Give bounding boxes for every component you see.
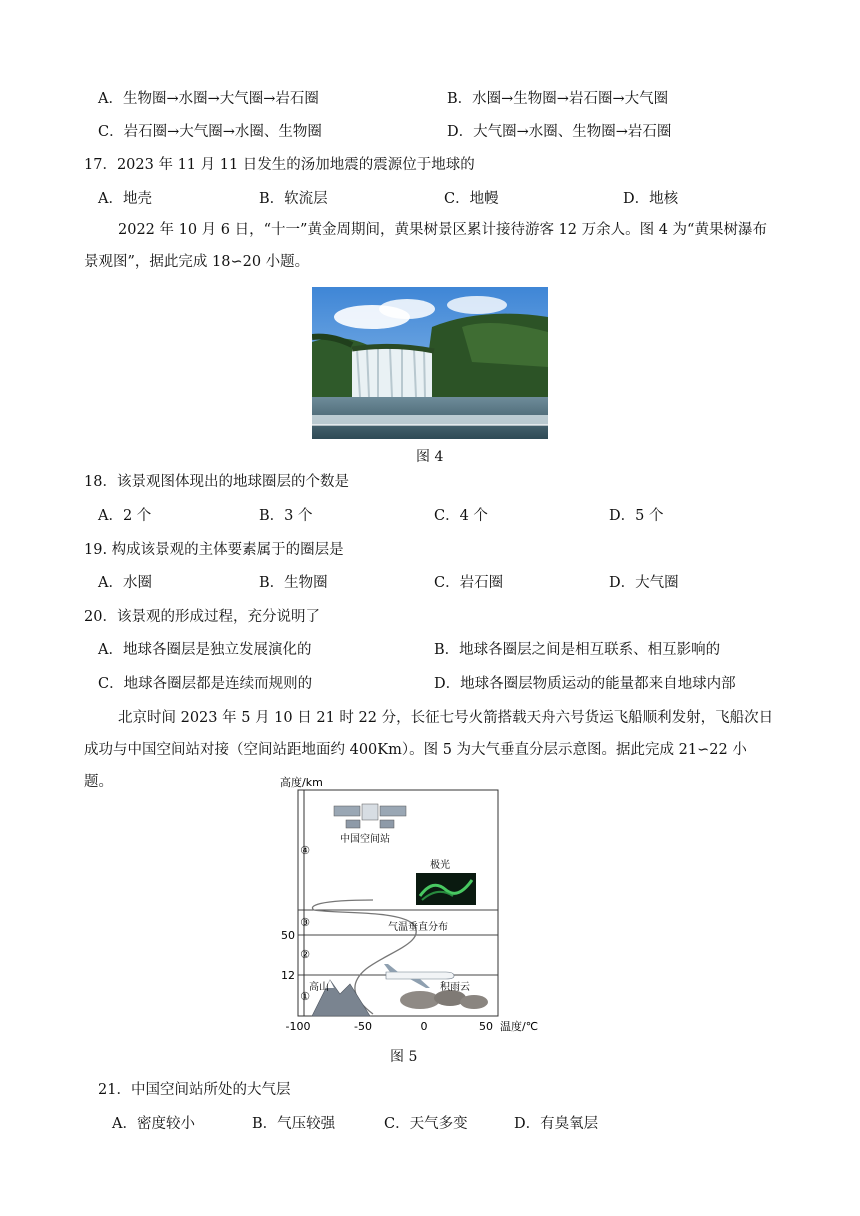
x-tick-minus-100: -100 [285,1020,311,1033]
q19-option-d: D．大气圈 [609,575,679,591]
cloud-label: 积雨云 [440,982,470,993]
q20-option-a: A．地球各圈层是独立发展演化的 [98,642,312,658]
q17-stem: 17．2023 年 11 月 11 日发生的汤加地震的震源位于地球的 [84,157,475,173]
q20-stem: 20．该景观的形成过程，充分说明了 [84,609,320,625]
q21-option-c: C．天气多变 [384,1116,468,1132]
q20-option-d: D．地球各圈层物质运动的能量都来自地球内部 [434,676,736,692]
q16-option-a: A．生物圈→水圈→大气圈→岩石圈 [98,91,319,107]
q19-option-b: B．生物圈 [259,575,328,591]
q21-stem: 21．中国空间站所处的大气层 [98,1082,291,1098]
aurora-image [416,873,476,905]
atmosphere-diagram [278,774,558,1036]
passage-space-station: 北京时间 2023 年 5 月 10 日 21 时 22 分，长征七号火箭搭载天舟六号货运飞船顺利发射，飞船次日成功与中国空间站对接（空间站距地面约 400Km）。图 5 为大气垂直分层示意图。据此完成 21∽22 小题。 [84,710,774,790]
y-axis-label: 高度/km [280,776,323,789]
y-tick-50: 50 [281,929,295,942]
q19-option-a: A．水圈 [98,575,152,591]
q19-stem: 19. 构成该景观的主体要素属于的圈层是 [84,542,344,558]
q17-option-a: A．地壳 [98,191,152,207]
x-tick-0: 0 [420,1020,428,1033]
q17-option-d: D．地核 [623,191,679,207]
q20-option-b: B．地球各圈层之间是相互联系、相互影响的 [434,642,721,658]
passage-huangguoshu: 2022 年 10 月 6 日，“十一”黄金周期间，黄果树景区累计接待游客 12 万余人。图 4 为“黄果树瀑布景观图”，据此完成 18∽20 小题。 [84,222,767,270]
q18-stem: 18．该景观图体现出的地球圈层的个数是 [84,474,349,490]
x-tick-minus-50: -50 [354,1020,372,1033]
q21-option-b: B．气压较强 [252,1116,336,1132]
q18-option-c: C．4 个 [434,508,488,524]
aurora-label: 极光 [430,860,450,871]
q21-option-a: A．密度较小 [112,1116,195,1132]
layer-4-label: ④ [300,844,310,857]
temp-curve-label: 气温垂直分布 [388,922,448,933]
figure-4-caption: 图 4 [416,449,444,465]
station-label: 中国空间站 [340,834,390,845]
q18-option-d: D．5 个 [609,508,664,524]
q21-option-d: D．有臭氧层 [514,1116,599,1132]
q19-option-c: C．岩石圈 [434,575,504,591]
q20-option-c: C．地球各圈层都是连续而规则的 [98,676,313,692]
figure-5-caption: 图 5 [390,1049,418,1065]
mountain-label: 高山 [309,982,329,993]
q16-option-b: B．水圈→生物圈→岩石圈→大气圈 [447,91,669,107]
q16-option-d: D．大气圈→水圈、生物圈→岩石圈 [447,124,672,140]
x-axis-label: 温度/℃ [500,1020,539,1033]
waterfall-image [312,287,548,439]
layer-2-label: ② [300,948,310,961]
layer-1-label: ① [300,990,310,1003]
q16-option-c: C．岩石圈→大气圈→水圈、生物圈 [98,124,322,140]
x-tick-50: 50 [479,1020,493,1033]
layer-3-label: ③ [300,916,310,929]
q17-option-c: C．地幔 [444,191,499,207]
y-tick-12: 12 [281,969,295,982]
space-station-icon [334,804,406,828]
q18-option-b: B．3 个 [259,508,313,524]
q18-option-a: A．2 个 [98,508,152,524]
q17-option-b: B．软流层 [259,191,328,207]
